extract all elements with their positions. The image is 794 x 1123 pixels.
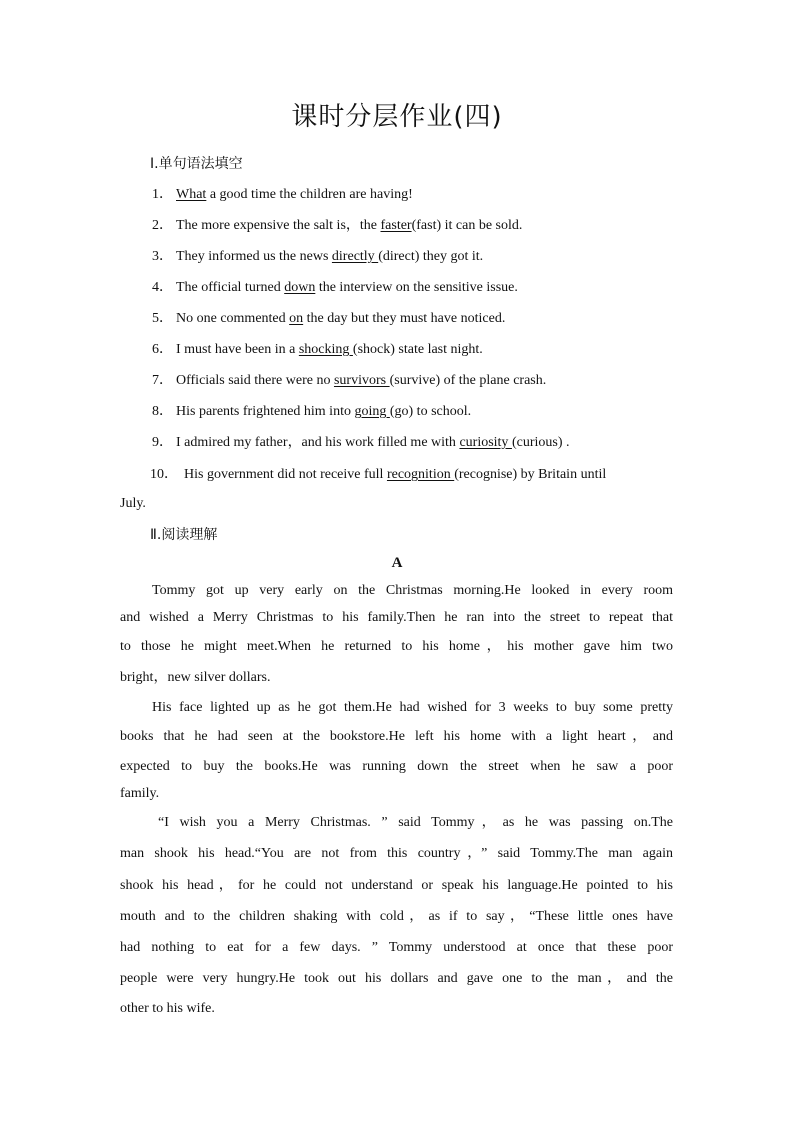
- item-text-after: (shock) state last night.: [352, 342, 483, 357]
- item-text-before: His government did not receive full: [184, 467, 387, 482]
- grammar-item-7: [152, 372, 546, 390]
- passage-line: expected to buy the books.He was running down the street when he saw a poor: [120, 759, 673, 774]
- passage-line: people were very hungry.He took out his dollars and gave one to the man，and the: [120, 971, 673, 986]
- item-answer: curiosity: [459, 435, 512, 450]
- item-text-after: (direct) they got it.: [378, 249, 484, 264]
- item-text-after: (recognise) by Britain until: [454, 467, 607, 482]
- grammar-item-10: [150, 466, 606, 484]
- item-text-before: His parents frightened him into: [176, 404, 355, 419]
- item-number: 3．: [152, 249, 173, 264]
- grammar-item-4: [152, 279, 518, 297]
- item-number: 9．: [152, 435, 173, 450]
- item-number: 10．: [150, 467, 178, 482]
- grammar-item-2: [152, 217, 522, 235]
- item-answer: going: [354, 404, 390, 419]
- passage-line: to those he might meet.When he returned to his home，his mother gave him two: [120, 639, 673, 654]
- item-number: 1．: [152, 187, 173, 202]
- section-heading-grammar: Ⅰ.单句语法填空: [150, 156, 243, 172]
- item-number: 5．: [152, 311, 173, 326]
- item-text-after: (survive) of the plane crash.: [389, 373, 547, 388]
- item-answer: directly: [331, 249, 379, 264]
- passage-line: “I wish you a Merry Christmas. ” said Tommy，as he was passing on.The: [158, 815, 673, 830]
- passage-line: family.: [120, 786, 160, 801]
- item-text-after: the interview on the sensitive issue.: [315, 280, 518, 295]
- passage-label: A: [391, 555, 403, 571]
- passage-line: books that he had seen at the bookstore.He left his home with a light heart，and: [120, 729, 673, 744]
- item-answer: What: [176, 187, 207, 202]
- item-text-before: The more expensive the salt is，the: [176, 218, 381, 233]
- item-text-after: (fast) it can be sold.: [411, 218, 523, 233]
- passage-line: man shook his head.“You are not from this country，” said Tommy.The man again: [120, 846, 673, 861]
- item-answer: faster: [380, 218, 412, 233]
- item-text-after: (go) to school.: [389, 404, 472, 419]
- item-number: 8．: [152, 404, 173, 419]
- grammar-item-8: [152, 403, 471, 421]
- page-title: 课时分层作业(四): [291, 102, 503, 132]
- item-number: 7．: [152, 373, 173, 388]
- item-answer: shocking: [298, 342, 353, 357]
- section-heading-reading: Ⅱ.阅读理解: [150, 527, 218, 543]
- grammar-item-1: [152, 186, 413, 204]
- item-answer: on: [289, 311, 304, 326]
- passage-line: mouth and to the children shaking with cold，as if to say，“These little ones have: [120, 909, 673, 924]
- grammar-item-10-continuation: July.: [120, 496, 146, 511]
- passage-line: bright，new silver dollars.: [120, 670, 271, 685]
- item-number: 2．: [152, 218, 173, 233]
- grammar-item-6: [152, 341, 483, 359]
- grammar-item-9: [152, 434, 569, 452]
- item-text-before: Officials said there were no: [176, 373, 334, 388]
- item-answer: down: [284, 280, 316, 295]
- item-answer: recognition: [386, 467, 455, 482]
- grammar-item-5: [152, 310, 505, 328]
- item-text-before: No one commented: [176, 311, 290, 326]
- item-text-after: a good time the children are having!: [206, 187, 413, 202]
- item-text-before: I must have been in a: [176, 342, 299, 357]
- passage-line: shook his head，for he could not understand or speak his language.He pointed to his: [120, 878, 673, 893]
- item-text-after: (curious) .: [511, 435, 570, 450]
- passage-line: had nothing to eat for a few days. ” Tommy understood at once that these poor: [120, 940, 673, 955]
- passage-line: and wished a Merry Christmas to his family.Then he ran into the street to repeat that: [120, 610, 673, 625]
- item-text-after: the day but they must have noticed.: [303, 311, 506, 326]
- item-number: 6．: [152, 342, 173, 357]
- passage-line: Tommy got up very early on the Christmas morning.He looked in every room: [152, 583, 673, 598]
- item-text-before: I admired my father，and his work filled me with: [176, 435, 460, 450]
- item-answer: survivors: [333, 373, 390, 388]
- grammar-item-3: [152, 248, 483, 266]
- item-text-before: The official turned: [176, 280, 285, 295]
- passage-line: His face lighted up as he got them.He had wished for 3 weeks to buy some pretty: [152, 700, 673, 715]
- passage-line: other to his wife.: [120, 1001, 215, 1016]
- item-number: 4．: [152, 280, 173, 295]
- item-text-before: They informed us the news: [176, 249, 332, 264]
